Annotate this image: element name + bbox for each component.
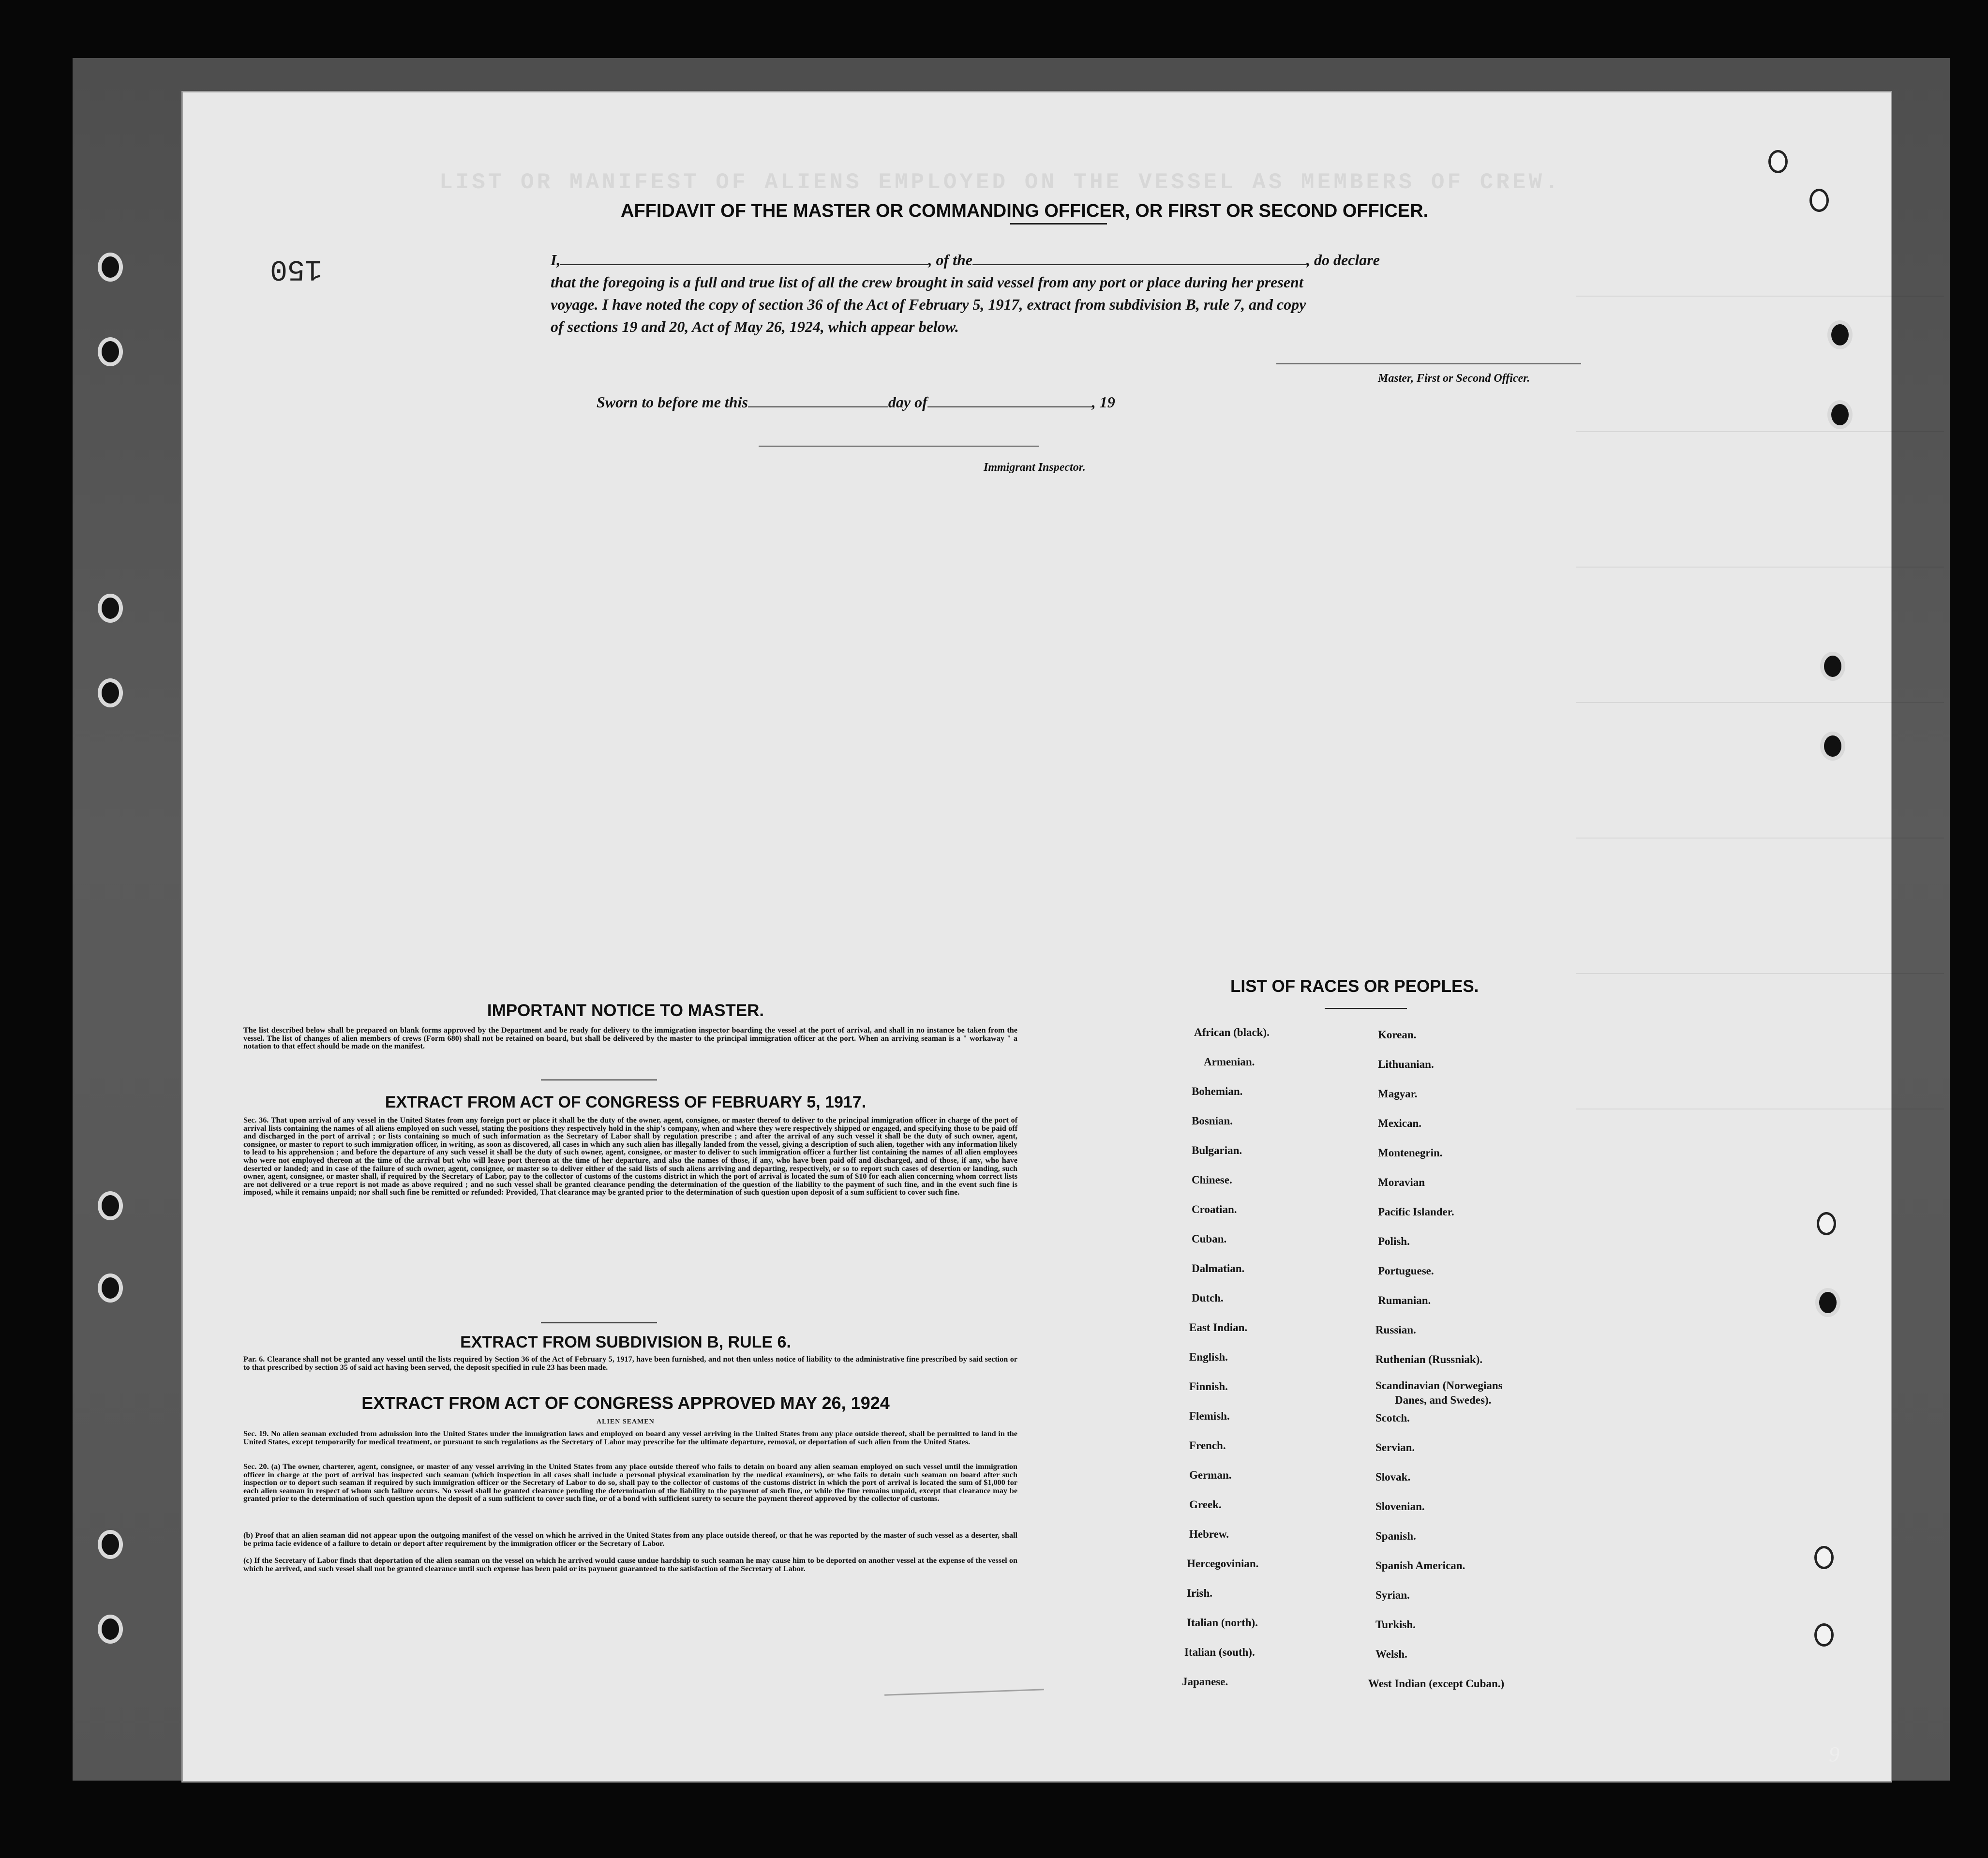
race-item: Bosnian. [1192,1115,1233,1127]
affidavit-of-the: , of the [928,251,972,269]
notice-body: The list described below shall be prepared on blank forms approved by the Department and be ready for delivery to the immigration inspector boarding the vessel at the port of arrival, and shall in no instance be taken from the vessel. The list of changes of alien members of crews (Form 680) shall not be retained on board, but shall be delivered by the master to the principal immigration officer at the port. When an arriving seaman is a " workaway " a notation to that effect should be made on the manifest. [243,1026,1017,1051]
vessel-name-blank [972,252,1306,265]
race-item: Dutch. [1192,1292,1224,1304]
race-item: German. [1189,1469,1232,1481]
race-item: Spanish American. [1375,1559,1465,1572]
bleed-through-rule [1576,567,1944,568]
binder-hole-icon [102,341,119,362]
binder-hole-icon [102,1534,119,1555]
divider [541,1322,657,1323]
race-item: Hercegovinian. [1187,1558,1259,1570]
race-item: Flemish. [1189,1410,1230,1422]
race-item: African (black). [1194,1026,1270,1038]
sworn-year: , 19 [1091,393,1115,411]
extract-1917-title: EXTRACT FROM ACT OF CONGRESS OF FEBRUARY 5, 1917. [385,1093,867,1111]
race-item: Cuban. [1192,1233,1227,1245]
sworn-line [597,393,1115,411]
race-item: Welsh. [1375,1648,1407,1660]
bleed-through-rule [1576,973,1944,974]
notice-title: IMPORTANT NOTICE TO MASTER. [487,1001,764,1020]
race-item: Scandinavian (Norwegians [1375,1379,1503,1392]
extract-1924-sec19: Sec. 19. No alien seaman excluded from admission into the United States under the immigration laws and employed on board any vessel arriving in the United States from any place outside thereof, shall be permitted to land in the United States, except temporarily for medical treatment, or pursuant to such regulations as the Secretary of Labor may prescribe for the ultimate departure, removal, or deportation of such alien from the United States. [243,1429,1017,1446]
affidavit-title: AFFIDAVIT OF THE MASTER OR COMMANDING OFFICER, OR FIRST OR SECOND OFFICER. [621,201,1429,221]
race-item: Montenegrin. [1378,1147,1443,1159]
race-item: Magyar. [1378,1088,1418,1100]
affidavit-line-3: voyage. I have noted the copy of section 36 of the Act of February 5, 1917, extract from subdivision B, rule 7, and copy [551,296,1306,313]
race-item: Italian (north). [1187,1617,1258,1629]
extract-1924-sec20b: (b) Proof that an alien seaman did not appear upon the outgoing manifest of the vessel on which he arrived in the United States from any place outside thereof, or that he was reported by the master of such vessel as a deserter, shall be prima facie evidence of a failure to detain or deport after requirement by the immigration officer or the Secretary of Labor. [243,1531,1017,1548]
page-number: 9 [1829,1742,1839,1766]
race-item: Bohemian. [1192,1085,1243,1097]
race-item: Irish. [1187,1587,1213,1599]
binder-hole-icon [1824,656,1841,677]
race-item: Armenian. [1204,1056,1255,1068]
sworn-prefix: Sworn to before me this [597,393,748,411]
binder-hole-icon [1824,735,1841,757]
binder-hole-icon [1831,324,1849,345]
divider [1010,223,1107,225]
extract-1924-subtitle: ALIEN SEAMEN [597,1418,655,1425]
race-item: Syrian. [1375,1589,1410,1601]
inspector-signature-line [759,446,1039,447]
binder-hole-icon [1819,1292,1837,1313]
race-item: Moravian [1378,1176,1425,1188]
binder-hole-icon [1814,1546,1834,1569]
stamp-number: 150 [270,252,323,285]
bleed-through-rule [1576,702,1944,703]
binder-hole-icon [102,1618,119,1640]
bleed-through-rule [1576,838,1944,839]
race-item: Croatian. [1192,1203,1237,1215]
race-item: Bulgarian. [1192,1144,1242,1156]
affidavit-i: I, [551,251,561,269]
race-item: Servian. [1375,1441,1415,1453]
race-item: English. [1189,1351,1228,1363]
race-item: West Indian (except Cuban.) [1368,1678,1505,1690]
race-item: Greek. [1189,1498,1222,1511]
extract-1924-title: EXTRACT FROM ACT OF CONGRESS APPROVED MAY 26, 1924 [361,1393,890,1413]
race-item: French. [1189,1439,1226,1452]
sworn-day-blank [748,394,888,407]
races-title: LIST OF RACES OR PEOPLES. [1230,977,1479,996]
race-item: Pacific Islander. [1378,1206,1454,1218]
binder-hole-icon [102,1277,119,1299]
race-item: Scotch. [1375,1412,1410,1424]
race-item: Turkish. [1375,1618,1416,1631]
race-item: Ruthenian (Russniak). [1375,1353,1483,1365]
extract-1917-body: Sec. 36. That upon arrival of any vessel in the United States from any foreign port or place it shall be the duty of the owner, agent, consignee, or master thereof to deliver to the principal immigration officer in charge of the port of arrival lists containing the names of all aliens employed on such vessel, stating the positions they respectively hold in the ship's company, when and where they were respectively shipped or engaged, and specifying those to be paid off and discharged in the port of arrival ; or lists containing so much of such information as the Secretary of Labor shall by regulation prescribe ; and after the arrival of any such vessel it shall be the duty of such owner, agent, consignee, or master to report to such immigration officer, in writing, as soon as discovered, all cases in which any such alien has illegally landed from the vessel, giving a description of such alien, together with any information likely to lead to his apprehension ; and before the departure of any such vessel it shall be the duty of such owner, agent, consignee, or master to deliver to such immigration officer a further list containing the names of all alien employees who were not employed thereon at the time of the arrival but who will leave port thereon at the time of her departure, and also the names of those, if any, who have been paid off and discharged, and of those, if any, who have deserted or landed; and in case of the failure of such owner, agent, consignee, or master so to deliver either of the said lists of such aliens arriving and departing, respectively, or so to report such cases of desertion or landing, such owner, agent, consignee, or master shall, if required by the Secretary of Labor, pay to the collector of customs of the customs district in which the port of arrival is located the sum of $10 for each alien concerning whom correct lists are not delivered or a true report is not made as above required ; and no such vessel shall be granted clearance pending the determination of the question of the liability to the payment of such fine, and in the event such fine is imposed, while it remains unpaid; nor shall such fine be remitted or refunded: Provided, That clearance may be granted prior to the determination of such question upon deposit of a sum sufficient to cover such fine. [243,1116,1017,1197]
bleed-through-rule [1576,296,1944,297]
race-item: Lithuanian. [1378,1058,1434,1070]
binder-hole-icon [102,256,119,278]
ink-smudge [884,1689,1044,1696]
divider [1325,1008,1407,1009]
race-item: Russian. [1375,1324,1416,1336]
binder-hole-icon [102,598,119,619]
binder-hole-icon [1814,1623,1834,1647]
race-item: Rumanian. [1378,1294,1431,1306]
binder-hole-icon [1817,1212,1836,1235]
master-signature-line [1276,363,1581,364]
race-item: East Indian. [1189,1321,1248,1334]
sworn-day-of: day of [888,393,927,411]
race-item: Danes, and Swedes). [1395,1394,1492,1406]
bleed-through-rule [1576,431,1944,432]
officer-name-blank [560,252,928,265]
race-item: Hebrew. [1189,1528,1229,1540]
extract-1924-sec20c: (c) If the Secretary of Labor finds that deportation of the alien seaman on the vessel on which he arrived would cause undue hardship to such seaman he may cause him to be deported on another vessel at the expense of the vessel on which he arrived, and such vessel shall not be granted clearance until such expense has been paid or its payment guaranteed to the satisfaction of the Secretary of Labor. [243,1556,1017,1573]
race-item: Portuguese. [1378,1265,1434,1277]
affidavit-line-2: that the foregoing is a full and true list of all the crew brought in said vessel from any port or place during her present [551,273,1303,291]
race-item: Slovenian. [1375,1500,1425,1513]
sworn-month-blank [927,394,1092,407]
extract-rule-title: EXTRACT FROM SUBDIVISION B, RULE 6. [460,1333,791,1351]
binder-hole-icon [1768,150,1788,173]
race-item: Dalmatian. [1192,1262,1245,1274]
bleed-through-heading: LIST OR MANIFEST OF ALIENS EMPLOYED ON THE VESSEL AS MEMBERS OF CREW. [439,170,1561,195]
manifest-page [181,91,1892,1783]
race-item: Italian (south). [1184,1646,1255,1658]
affidavit-line-1 [551,251,1380,269]
extract-rule-body: Par. 6. Clearance shall not be granted any vessel until the lists required by Section 36 of the Act of February 5, 1917, have been furnished, and not then unless notice of liability to the administrative fine prescribed by said section or to that prescribed by section 35 of said act having been served, the deposit specified in rule 23 has been made. [243,1355,1017,1372]
binder-hole-icon [1809,189,1829,212]
binder-hole-icon [1831,404,1849,425]
affidavit-line-4: of sections 19 and 20, Act of May 26, 1924, which appear below. [551,318,959,335]
affidavit-declare: , do declare [1306,251,1380,269]
race-item: Japanese. [1182,1676,1228,1688]
binder-hole-icon [102,1195,119,1216]
race-item: Finnish. [1189,1380,1228,1393]
binder-hole-icon [102,682,119,704]
race-item: Mexican. [1378,1117,1422,1129]
divider [541,1079,657,1080]
inspector-label: Immigrant Inspector. [984,461,1086,474]
master-label: Master, First or Second Officer. [1378,372,1530,385]
race-item: Spanish. [1375,1530,1416,1542]
race-item: Korean. [1378,1029,1417,1041]
race-item: Polish. [1378,1235,1410,1247]
race-item: Chinese. [1192,1174,1232,1186]
extract-1924-sec20a: Sec. 20. (a) The owner, charterer, agent, consignee, or master of any vessel arriving in the United States from any place outside thereof who fails to detain on board any alien seaman employed on such vessel until the immigration officer in charge at the port of arrival has inspected such seaman (which inspection in all cases shall include a personal physical examination by the medical examiners), or who fails to detain such seaman on board after such inspection or to deport such seaman if required by such immigration officer or the Secretary of Labor to do so, shall pay to the collector of customs of the customs district in which the port of arrival is located the sum of $1,000 for each alien seaman in respect of whom such failure occurs. No vessel shall be granted clearance pending the determination of the liability to the payment of such fine, or while the fine remains unpaid, except that clearance may be granted prior to the determination of such question upon the deposit of a sum sufficient to cover such fine, or of a bond with sufficient surety to secure the payment thereof approved by the collector of customs. [243,1462,1017,1503]
race-item: Slovak. [1375,1471,1411,1483]
